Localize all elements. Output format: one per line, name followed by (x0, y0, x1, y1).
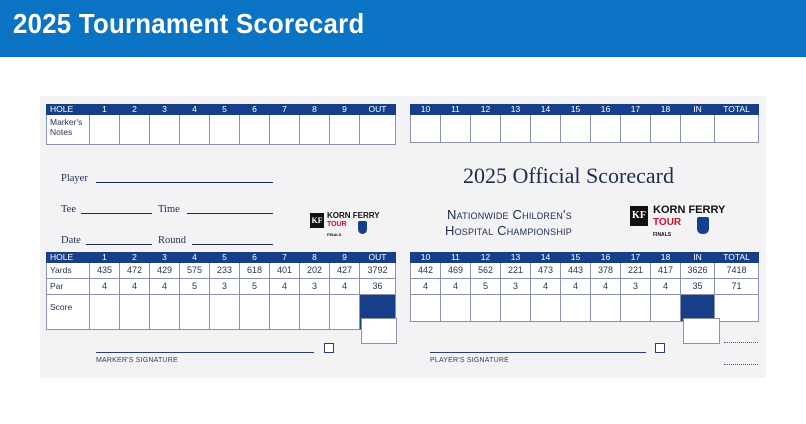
score-cell[interactable] (715, 295, 759, 322)
yards-row (411, 263, 759, 279)
notes-cell[interactable] (561, 115, 591, 143)
hole-number-cell: 4 (180, 253, 210, 263)
hole-number-cell: 1 (90, 253, 120, 263)
notes-cell[interactable] (90, 115, 120, 145)
yards-cell: 443 (561, 263, 591, 279)
round-label: Round (158, 235, 187, 246)
hole-number-cell: IN (681, 105, 715, 115)
hole-number-cell: 14 (531, 253, 561, 263)
yards-row (47, 263, 396, 279)
par-cell: 4 (120, 279, 150, 295)
player-signature-line[interactable] (430, 352, 646, 353)
yards-cell: Yards (47, 263, 90, 279)
hole-number-cell: OUT (360, 105, 396, 115)
out-total-box (361, 318, 397, 344)
date-label: Date (61, 235, 81, 246)
hole-number-cell: 10 (411, 253, 441, 263)
hole-number-cell: TOTAL (715, 253, 759, 263)
score-cell[interactable] (90, 295, 120, 330)
yards-cell: 429 (150, 263, 180, 279)
par-cell: 4 (330, 279, 360, 295)
hole-number-cell: 8 (300, 105, 330, 115)
in-total-box (683, 318, 720, 344)
hole-header-row (411, 253, 759, 263)
notes-cell[interactable] (150, 115, 180, 145)
par-cell: 3 (300, 279, 330, 295)
hole-number-cell: 13 (501, 253, 531, 263)
dotted-line (724, 342, 758, 343)
notes-cell[interactable] (651, 115, 681, 143)
page-title: 2025 Tournament Scorecard (13, 8, 365, 39)
player-signature-label: PLAYER'S SIGNATURE (430, 357, 509, 364)
marker-checkbox[interactable] (324, 343, 334, 353)
hole-number-cell: 6 (240, 105, 270, 115)
par-cell: 4 (270, 279, 300, 295)
notes-cell[interactable] (471, 115, 501, 143)
par-cell: 4 (561, 279, 591, 295)
score-cell[interactable] (210, 295, 240, 330)
par-cell: 4 (651, 279, 681, 295)
notes-cell[interactable] (501, 115, 531, 143)
score-cell[interactable] (651, 295, 681, 322)
par-cell: 36 (360, 279, 396, 295)
hole-number-cell: 8 (300, 253, 330, 263)
hole-number-cell: 16 (591, 105, 621, 115)
yards-cell: 473 (531, 263, 561, 279)
hole-number-cell: OUT (360, 253, 396, 263)
tee-line[interactable] (81, 213, 152, 214)
hole-number-cell: 4 (180, 105, 210, 115)
yards-cell: 7418 (715, 263, 759, 279)
hole-number-cell: 14 (531, 105, 561, 115)
par-cell: 4 (411, 279, 441, 295)
score-cell[interactable] (501, 295, 531, 322)
marker-notes-row (47, 115, 396, 145)
back-nine-score-table (410, 252, 759, 322)
score-cell[interactable] (180, 295, 210, 330)
score-cell[interactable] (300, 295, 330, 330)
time-line[interactable] (187, 213, 273, 214)
hole-number-cell: 16 (591, 253, 621, 263)
player-checkbox[interactable] (655, 343, 665, 353)
yards-cell: 618 (240, 263, 270, 279)
hole-number-cell: 3 (150, 105, 180, 115)
player-label: Player (61, 173, 88, 184)
par-cell: 3 (210, 279, 240, 295)
date-line[interactable] (86, 244, 152, 245)
hole-number-cell: 2 (120, 253, 150, 263)
pga-tour-shield-icon (697, 217, 709, 234)
dotted-line (724, 364, 758, 365)
yards-cell: 472 (120, 263, 150, 279)
yards-cell: 3792 (360, 263, 396, 279)
hole-number-cell: 5 (210, 253, 240, 263)
score-cell[interactable] (561, 295, 591, 322)
hole-number-cell: 2 (120, 105, 150, 115)
title-banner (0, 0, 806, 57)
score-cell[interactable] (120, 295, 150, 330)
yards-cell: 221 (501, 263, 531, 279)
notes-cell[interactable] (330, 115, 360, 145)
notes-cell[interactable] (681, 115, 715, 143)
marker-notes-row (411, 115, 759, 143)
score-cell[interactable] (270, 295, 300, 330)
par-row (47, 279, 396, 295)
round-line[interactable] (192, 244, 273, 245)
par-cell: 5 (471, 279, 501, 295)
par-cell: 35 (681, 279, 715, 295)
yards-cell: 562 (471, 263, 501, 279)
score-cell[interactable] (591, 295, 621, 322)
marker-signature-line[interactable] (96, 352, 314, 353)
par-cell: 3 (621, 279, 651, 295)
score-cell[interactable] (621, 295, 651, 322)
hole-number-cell: 12 (471, 105, 501, 115)
par-cell: 71 (715, 279, 759, 295)
hole-number-cell: 7 (270, 253, 300, 263)
hole-number-cell: 17 (621, 105, 651, 115)
hole-number-cell: 12 (471, 253, 501, 263)
markers-notes-label: Marker's Notes (47, 115, 90, 145)
notes-cell[interactable] (441, 115, 471, 143)
yards-cell: 378 (591, 263, 621, 279)
yards-cell: 401 (270, 263, 300, 279)
tee-label: Tee (61, 204, 77, 215)
hole-number-cell: 9 (330, 105, 360, 115)
yards-cell: 469 (441, 263, 471, 279)
yards-cell: 202 (300, 263, 330, 279)
score-cell[interactable] (330, 295, 360, 330)
par-cell: 4 (441, 279, 471, 295)
marker-signature-label: MARKER'S SIGNATURE (96, 357, 178, 364)
score-cell[interactable] (411, 295, 441, 322)
hole-number-cell: 11 (441, 105, 471, 115)
par-row (411, 279, 759, 295)
notes-cell[interactable] (360, 115, 396, 145)
yards-cell: 442 (411, 263, 441, 279)
score-cell[interactable] (240, 295, 270, 330)
yards-cell: 221 (621, 263, 651, 279)
notes-cell[interactable] (300, 115, 330, 145)
par-cell: 4 (90, 279, 120, 295)
score-cell[interactable] (441, 295, 471, 322)
kf-mark-icon: KF (310, 213, 324, 228)
par-cell: 4 (150, 279, 180, 295)
yards-cell: 233 (210, 263, 240, 279)
time-label: Time (158, 204, 180, 215)
hole-number-cell: 17 (621, 253, 651, 263)
yards-cell: 427 (330, 263, 360, 279)
notes-cell[interactable] (180, 115, 210, 145)
hole-number-cell: TOTAL (715, 105, 759, 115)
hole-number-cell: 9 (330, 253, 360, 263)
hole-number-cell: IN (681, 253, 715, 263)
notes-cell[interactable] (411, 115, 441, 143)
par-cell: 5 (240, 279, 270, 295)
hole-number-cell: 6 (240, 253, 270, 263)
par-cell: Par (47, 279, 90, 295)
hole-number-cell: 15 (561, 253, 591, 263)
score-cell[interactable] (150, 295, 180, 330)
hole-number-cell: 10 (411, 105, 441, 115)
back-nine-notes-table (410, 104, 759, 143)
hole-number-cell: 3 (150, 253, 180, 263)
score-row (47, 295, 396, 330)
tournament-name-line2: Hospital Championship (445, 223, 572, 238)
par-cell: 5 (180, 279, 210, 295)
notes-cell[interactable] (120, 115, 150, 145)
score-cell[interactable] (471, 295, 501, 322)
notes-cell[interactable] (591, 115, 621, 143)
notes-cell[interactable] (270, 115, 300, 145)
par-cell: 4 (591, 279, 621, 295)
notes-cell[interactable] (210, 115, 240, 145)
notes-cell[interactable] (240, 115, 270, 145)
notes-cell[interactable] (715, 115, 759, 143)
tournament-name-line1: Nationwide Children's (447, 207, 572, 222)
pga-tour-shield-icon (358, 221, 367, 234)
hole-number-cell: HOLE (47, 253, 90, 263)
notes-cell[interactable] (531, 115, 561, 143)
score-label: Score (47, 295, 90, 330)
official-scorecard-title: 2025 Official Scorecard (463, 163, 674, 188)
front-nine-notes-table (46, 104, 396, 145)
hole-number-cell: 5 (210, 105, 240, 115)
hole-number-cell: 15 (561, 105, 591, 115)
korn-ferry-tour-logo: KF KORN FERRY TOUR FINALS (630, 204, 738, 242)
hole-number-cell: 18 (651, 105, 681, 115)
hole-number-cell: 13 (501, 105, 531, 115)
par-cell: 4 (531, 279, 561, 295)
hole-number-cell: 1 (90, 105, 120, 115)
hole-header-row (411, 105, 759, 115)
par-cell: 3 (501, 279, 531, 295)
hole-number-cell: 11 (441, 253, 471, 263)
yards-cell: 417 (651, 263, 681, 279)
yards-cell: 3626 (681, 263, 715, 279)
hole-number-cell: 18 (651, 253, 681, 263)
yards-cell: 575 (180, 263, 210, 279)
score-cell[interactable] (531, 295, 561, 322)
hole-header-row (47, 253, 396, 263)
hole-number-cell: HOLE (47, 105, 90, 115)
yards-cell: 435 (90, 263, 120, 279)
front-nine-score-table (46, 252, 396, 330)
hole-number-cell: 7 (270, 105, 300, 115)
notes-cell[interactable] (621, 115, 651, 143)
korn-ferry-tour-logo: KF KORN FERRY TOUR FINALS (311, 211, 380, 237)
kf-mark-icon: KF (630, 206, 648, 226)
player-line[interactable] (96, 182, 273, 183)
hole-header-row (47, 105, 396, 115)
